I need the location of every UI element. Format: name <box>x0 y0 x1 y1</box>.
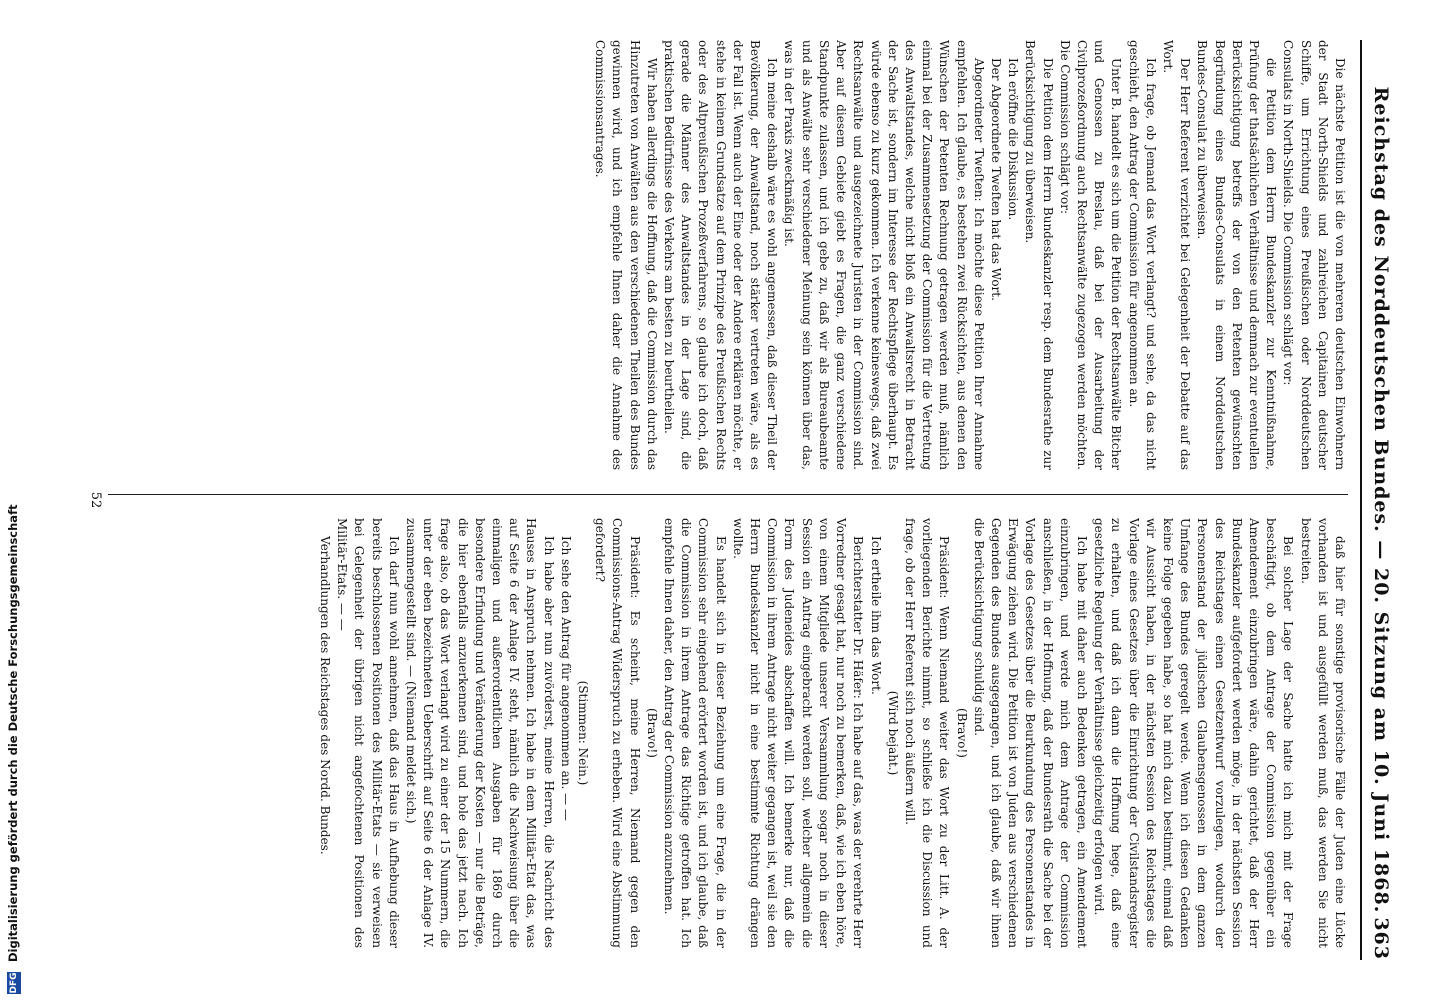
paragraph: Es handelt sich in dieser Beziehung um eine Frage, die in der Commission sehr eingehend erörtert worden ist, und ich glaube, daß die Commission in ihrem Antrage das Richtige getroffen hat. Ich empfehle Ihnen daher, den Antrag der Commission anzunehmen. <box>662 518 728 948</box>
paragraph: Präsident: Es scheint, meine Herren, Niemand gegen den Commissions-Antrag Widerspruch zu erheben. Wird eine Abstimmung gefordert? <box>593 518 642 948</box>
paragraph: Berichterstatter Dr. Häfer: Ich habe auf das, was der verehrte Herr Vorredner gesagt hat, nur noch zu bemerken, daß, wie ich eben höre, von einem Mitgliede unserer Versammlung sogar noch in dieser Session ein Antrag eingebracht werden soll, welcher allgemein die Form des Judeneides abschaffen will. Ich bemerke nur, daß die Commission in ihrem Antrage nicht weiter gegangen ist, weil sie den Herrn Bundeskanzler nicht in eine bestimmte Richtung drängen wollte. <box>730 518 866 948</box>
paragraph: (Wird bejaht.) <box>885 690 900 776</box>
paragraph: Die Petition dem Herrn Bundeskanzler resp. dem Bundesrathe zur Berücksichtigung zu überweisen. <box>1023 40 1055 470</box>
credit-text: Digitalisierung gefördert durch die Deutsche Forschungsgemeinschaft <box>6 504 20 962</box>
left-column <box>108 40 1348 470</box>
dfg-logo-icon: DFG <box>8 972 19 994</box>
paragraph: Der Abgeordnete Tweſten hat das Wort. <box>988 58 1003 301</box>
paragraph: Wir haben allerdings die Hoffnung, daß die Commission durch das Hinzutreten von Anwälten aus den verschiedenen Theilen des Bundes gewinnen wird, und ich empfehle Ihnen daher die Annahme des Commissionsantrages. <box>593 40 659 470</box>
page-number: 363 <box>1370 917 1392 960</box>
paragraph: Ich meine deshalb wäre es wohl angemessen, daß dieser Theil der Bevölkerung, der Anwaltstand, noch stärker vertreten wäre, als es der Fall ist. Wenn auch der Eine oder der Andere erklären möchte, er stehe in keinem Grundsatze auf dem Prinzipe des Preußischen Rechts oder des Altpreußischen Prozeßverfahrens, so glaube ich doch, daß gerade die Männer des Anwaltstandes in der Lage sind, die praktischen Bedürfnisse des Verkehrs am besten zu beurtheilen. <box>662 40 780 470</box>
document-page <box>60 0 1432 1000</box>
paragraph: Ich eröffne die Diskussion. <box>1006 58 1021 221</box>
paragraph: Ich habe mit daher auch Bedenken getragen, ein Amendement einzubringen, und werde mich dem Antrage der Commission anschließen, in der Hoffnung, daß der Bundesrath die Sache bei der Vorlage des Gesetzes über die Beurkundung des Personenstandes in Erwägung ziehen wird. Die Petition ist von Juden aus verschiedenen Gegenden des Bundes ausgegangen, und ich glaube, daß wir ihnen die Berücksichtigung schuldig sind. <box>971 518 1089 948</box>
paragraph: Bei solcher Lage der Sache hatte ich mich mit der Frage beschäftigt, ob dem Antrage der Commission gegenüber ein Amendement einzubringen wäre, dahin gerichtet, daß der Herr Bundeskanzler aufgefordert werden möge, in der nächsten Session des Reichstages einen Gesetzentwurf vorzulegen, wodurch der Personenstand der jüdischen Glaubensgenossen in dem ganzen Umfange des Bundes geregelt werde. Wenn ich diesen Gedanken keine Folge gegeben habe, so hat mich dazu bestimmt, einmal daß wir Aussicht haben, in der nächsten Session des Reichstages die Vorlage eines Gesetzes über die Einrichtung der Civilstandsregister zu erhalten, und daß ich dann die Hoffnung hege, daß eine gesetzliche Regelung der Verhältnisse gleichzeitig erfolgen wird. <box>1092 518 1296 948</box>
paragraph: (Bravo!) <box>954 708 969 758</box>
paragraph: Ich darf nun wohl annehmen, daß das Haus in Aufhebung dieser bereits beschlossenen Positionen des Militär-Etats — sie verweisen bei Gelegenheit der übrigen nicht angefochtenen Positionen des Militär-Etats. — — <box>335 518 401 948</box>
paragraph: Ich sehe den Antrag für angenommen an. — — <box>558 536 573 821</box>
paragraph: die Petition dem Herrn Bundeskanzler zur Kenntnißnahme, Prüfung der thatsächlichen Verhältnisse und demnach zur eventuellen Berücksichtigung betreffs der von den Petenten gewünschten Begründung eines Bundes-Consulats in einem Norddeutschen Bundes-Consulat zu überweisen. <box>1195 40 1279 470</box>
right-column <box>108 518 1348 948</box>
paragraph: (Bravo!) <box>644 708 659 758</box>
page-title: Reichstag des Norddeutschen Bundes. — 20. Sitzung am 10. Juni 1868. <box>1370 86 1392 914</box>
column-divider <box>108 494 1348 495</box>
paragraph: Verhandlungen des Reichstages des Nordd. Bundes. <box>318 536 333 855</box>
paragraph: Der Herr Referent verzichtet bei Gelegenheit der Debatte auf das Wort. <box>1160 40 1193 470</box>
paragraph: Ich habe aber nun zuvörderst, meine Herren, die Nachricht des Hauses in Anspruch nehmen. Ich habe in dem Militär-Etat das, was auf Seite 6 der Anlage IV. steht, nämlich die Nachweisung über die einmaligen und außerordentlichen Ausgaben für 1869 durch besondere Erfindung und Veränderung der Kosten — nur die Beträge, die hier ebenfalls anzuerkennen sind, und hole das jetzt nach. Ich frage also, ob das Wort verlangt wird zu einer der 15 Nummern, die unter der eben bezeichneten Ueberschrift auf Seite 6 der Anlage IV. zusammengestellt sind. — (Niemand meldet sich.) <box>404 518 556 948</box>
paragraph: Präsident: Wenn Niemand weiter das Wort zu der Litt. A. der vorliegenden Berichte nimmt, so schließe ich die Discussion und frage, ob der Herr Referent sich noch äußern will. <box>902 518 952 948</box>
paragraph: Die nächste Petition ist die von mehreren deutschen Einwohnern der Stadt North-Shields und zahlreichen Capitainen deutscher Schiffe, um Errichtung eines Preußischen oder Norddeutschen Consulats in North-Shields. Die Commission schlägt vor: <box>1281 40 1347 470</box>
paragraph: Ich frage, ob Jemand das Wort verlangt? und sehe, da das nicht geschieht, den Antrag der Commission für angenommen an. <box>1126 40 1158 470</box>
digitization-credit <box>2 0 24 1000</box>
paragraph: Ich ertheile ihm das Wort. <box>868 536 883 695</box>
page-header <box>1360 40 1396 960</box>
paragraph: Abgeordneter Tweſten: Ich möchte diese Petition Ihrer Annahme empfehlen. Ich glaube, es bestehen zwei Rücksichten, aus denen den Wünschen der Petenten Rechnung getragen werden muß, nämlich einmal bei der Zusammensetzung der Commission für die Vertretung des Anwaltstandes, welche nicht bloß ein Anwaltsrecht in Betracht der Sache ist, sondern im Interesse der Rechtspflege überhaupt. Es würde ebenso zu kurz gekommen. Ich verkenne keineswegs, daß zwei Rechtsanwälte und ausgezeichnete Juristen in der Commission sind. Aber auf diesem Gebiete giebt es Fragen, die ganz verschiedene Standpunkte zulassen, und ich gebe zu, daß wir als Bureaubeamte und als Anwälte sehr verschiedener Meinung sein können über das, was in der Praxis zweckmäßig ist. <box>782 40 986 470</box>
paragraph: daß hier für sonstige provisorische Fälle der Juden eine Lücke vorhanden ist und ausgefüllt werden muß, das werden Sie nicht bestreiten. <box>1298 518 1347 948</box>
paragraph: (Stimmen: Nein.) <box>576 680 591 786</box>
paragraph: Unter B. handelt es sich um die Petition der Rechtsanwälte Bitcher und Genossen zu Breslau, daß bei der Ausarbeitung der Civilprozeßordnung auch Rechtsanwälte zugezogen werden möchten. Die Commission schlägt vor: <box>1057 40 1124 470</box>
signature-number: 52 <box>88 491 103 509</box>
